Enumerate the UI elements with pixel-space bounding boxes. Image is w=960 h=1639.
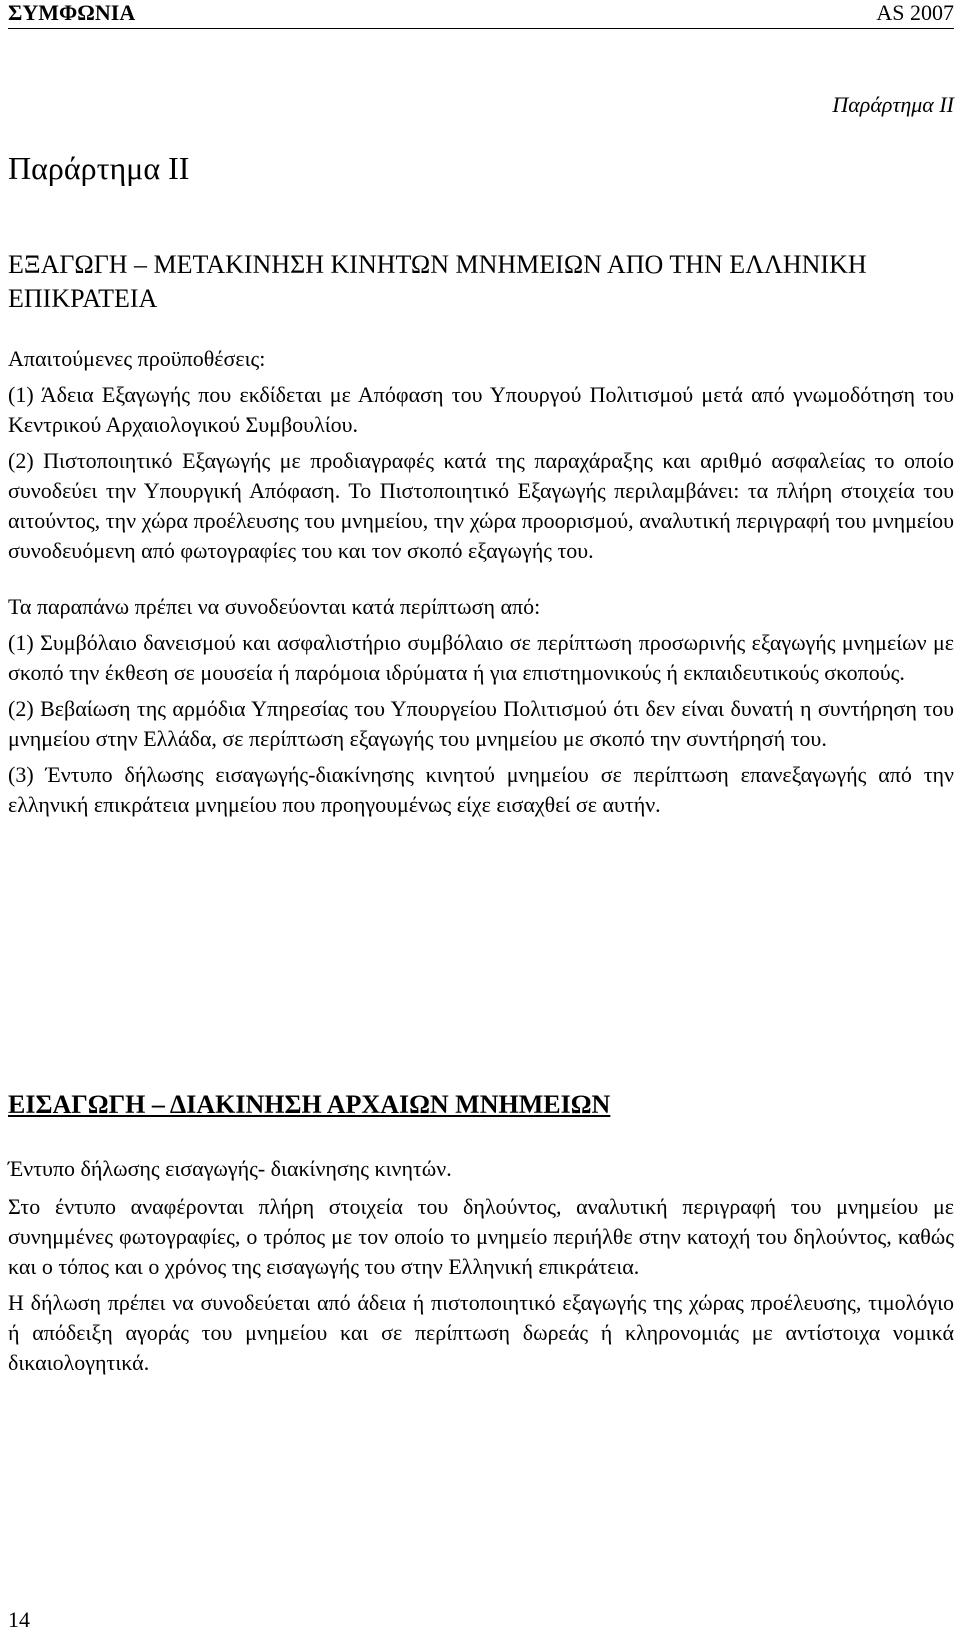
running-header bbox=[8, 0, 954, 29]
import-section bbox=[8, 1090, 954, 1378]
header-right-code: AS 2007 bbox=[876, 0, 954, 25]
import-heading: ΕΙΣΑΓΩΓΗ – ΔΙΑΚΙΝΗΣΗ ΑΡΧΑΙΩΝ ΜΝΗΜΕΙΩΝ bbox=[8, 1090, 611, 1119]
export-section bbox=[8, 248, 954, 820]
requirement-1: (1) Άδεια Εξαγωγής που εκδίδεται με Απόφαση του Υπουργού Πολιτισμού μετά από γνωμοδότηση του Κεντρικού Αρχαιολογικού Συμβουλίου. bbox=[8, 382, 954, 437]
import-paragraph-1: Στο έντυπο αναφέρονται πλήρη στοιχεία του δηλούντος, αναλυτική περιγραφή του μνημείου με συνημμένες φωτογραφίες, ο τρόπος με τον οποίο το μνημείο περιήλθε στην κατοχή του δηλούντος, καθώς και ο τόπος και ο χρόνος της εισαγωγής του στην Ελληνική επικράτεια. bbox=[8, 1194, 954, 1279]
annex-label-right: Παράρτημα II bbox=[832, 92, 954, 117]
requirement-2: (2) Πιστοποιητικό Εξαγωγής με προδιαγραφές κατά της παραχάραξης και αριθμό ασφαλείας το οποίο συνοδεύει την Υπουργική Απόφαση. Το Πιστοποιητικό Εξαγωγής περιλαμβάνει: τα πλήρη στοιχεία του αιτούντος, την χώρα προέλευσης του μνημείου, την χώρα προορισμού, αναλυτική περιγραφή του μνημείου συνοδευόμενη από φωτογραφίες του και τον σκοπό εξαγωγής του. bbox=[8, 448, 954, 563]
header-left-title: ΣΥΜΦΩΝΙΑ bbox=[8, 0, 136, 25]
accompanied-item-1: (1) Συμβόλαιο δανεισμού και ασφαλιστήριο συμβόλαιο σε περίπτωση προσωρινής εξαγωγής μνημείων με σκοπό την έκθεση σε μουσεία ή παρόμοια ιδρύματα ή για επιστημονικούς ή εκπαιδευτικούς σκοπούς. bbox=[8, 630, 954, 685]
accompanied-item-2: (2) Βεβαίωση της αρμόδια Υπηρεσίας του Υπουργείου Πολιτισμού ότι δεν είναι δυνατή η συντήρηση του μνημείου στην Ελλάδα, σε περίπτωση εξαγωγής του μνημείου με σκοπό την συντήρησή του. bbox=[8, 696, 954, 751]
import-form-label: Έντυπο δήλωσης εισαγωγής- διακίνησης κινητών. bbox=[8, 1156, 452, 1181]
requirements-label: Απαιτούμενες προϋποθέσεις: bbox=[8, 346, 266, 371]
accompanied-item-3: (3) Έντυπο δήλωσης εισαγωγής-διακίνησης κινητού μνημείου σε περίπτωση επανεξαγωγής από την ελληνική επικράτεια μνημείου που προηγουμένως είχε εισαχθεί σε αυτήν. bbox=[8, 762, 954, 817]
page-number: 14 bbox=[8, 1607, 30, 1632]
import-paragraph-2: Η δήλωση πρέπει να συνοδεύεται από άδεια ή πιστοποιητικό εξαγωγής της χώρας προέλευσης, τιμολόγιο ή απόδειξη αγοράς του μνημείου και σε περίπτωση δωρεάς ή κληρονομιάς με αντίστοιχα νομικά δικαιολογητικά. bbox=[8, 1290, 954, 1375]
annex-title: Παράρτημα II bbox=[8, 150, 190, 186]
accompanied-label: Τα παραπάνω πρέπει να συνοδεύονται κατά περίπτωση από: bbox=[8, 594, 541, 619]
export-heading: ΕΞΑΓΩΓΗ – ΜΕΤΑΚΙΝΗΣΗ ΚΙΝΗΤΩΝ ΜΝΗΜΕΙΩΝ ΑΠΟ ΤΗΝ ΕΛΛΗΝΙΚΗ ΕΠΙΚΡΑΤΕΙΑ bbox=[8, 250, 867, 313]
